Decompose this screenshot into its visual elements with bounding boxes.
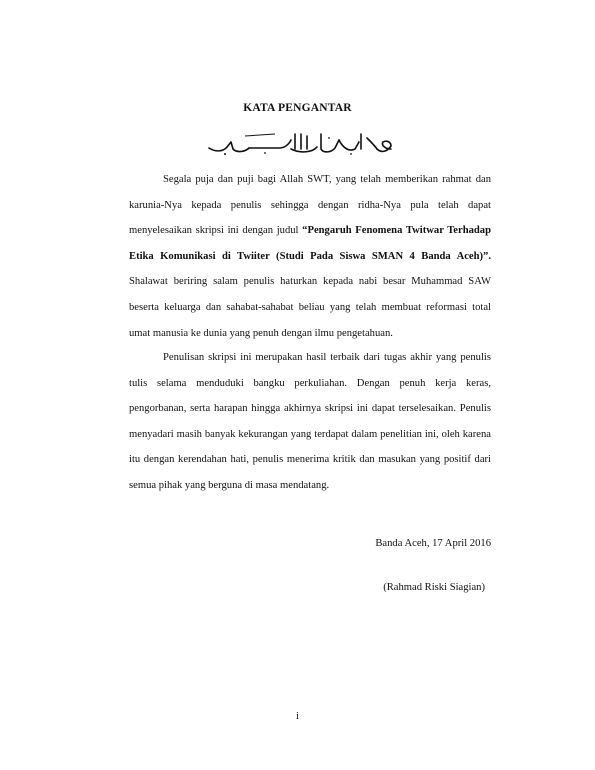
basmala-calligraphy-icon [205,130,395,156]
paragraph-second [129,345,491,499]
thesis-title: “Pengaruh Fenomena Twitwar Terhadap Etika Komunikasi di Twiiter (Studi Pada Siswa SMAN 4 Banda Aceh)”. [129,225,491,262]
signature-place-date: Banda Aceh, 17 April 2016 [375,538,491,549]
paragraph-intro-text-cont: Shalawat beriring salam penulis haturkan kepada nabi besar Muhammad SAW beserta keluarga dan sahabat-sahabat beliau yang telah membuat reformasi total umat manusia ke dunia yang penuh dengan ilmu pengetahuan. [129,276,491,339]
paragraph-intro-text: Segala puja dan puji bagi Allah SWT, yang telah memberikan rahmat dan karunia-Nya kepada penulis sehingga dengan ridha-Nya pula telah dapat menyelesaikan skripsi ini dengan judul [129,174,491,237]
paragraph-second-text: Penulisan skripsi ini merupakan hasil terbaik dari tugas akhir yang penulis tulis selama menduduki bangku perkuliahan. Dengan penuh kerja keras, pengorbanan, serta harapan hingga akhirnya skripsi ini dapat terselesaikan. Penulis menyadari masih banyak kekurangan yang terdapat dalam penelitian ini, oleh karena itu dengan kerendahan hati, penulis menerima kritik dan masukan yang positif dari semua pihak yang berguna di masa mendatang. [129,352,491,491]
paragraph-intro [129,167,491,346]
signature-author: (Rahmad Riski Siagian) [383,582,485,593]
page-number: i [296,711,299,722]
page-title: KATA PENGANTAR [243,102,352,114]
